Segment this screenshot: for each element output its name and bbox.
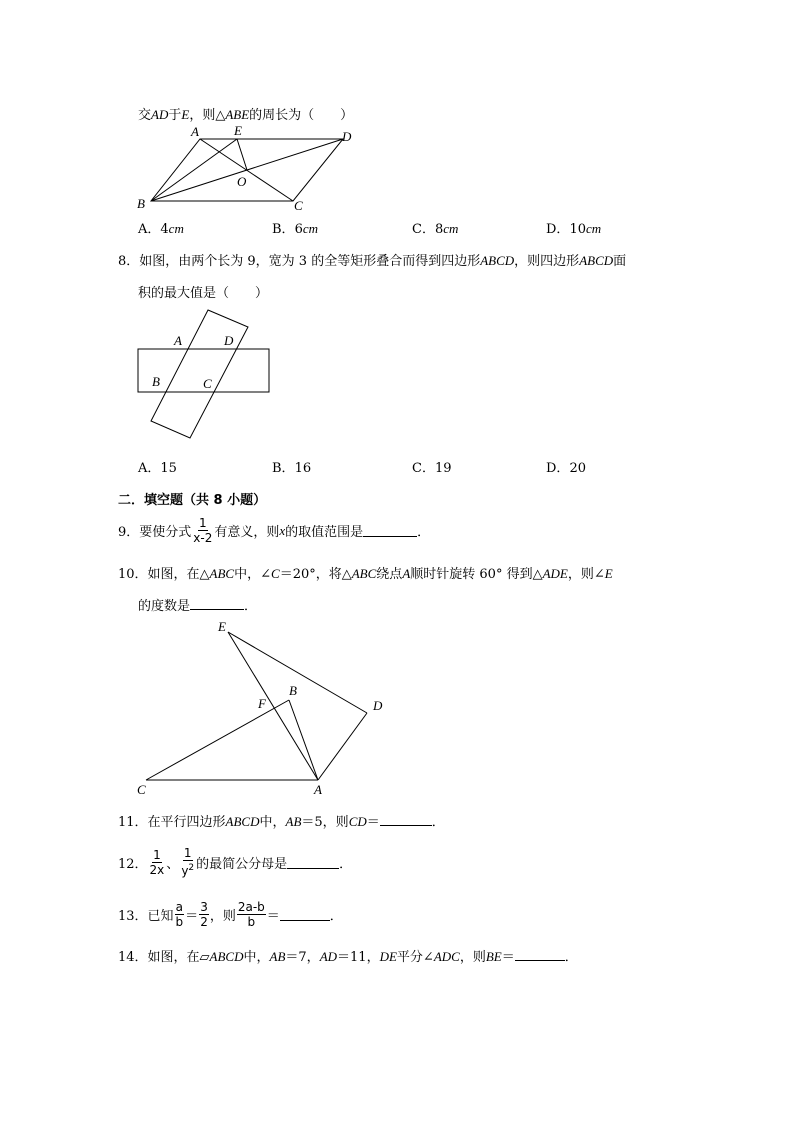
q7-label-d: D bbox=[342, 129, 352, 144]
q7-label-a: A bbox=[191, 124, 199, 139]
q11-text: ． bbox=[431, 815, 445, 830]
q13-fraction-1 bbox=[175, 900, 185, 929]
q9-stem bbox=[118, 516, 430, 545]
q10-label-b: B bbox=[289, 683, 297, 698]
q14-answer-blank[interactable] bbox=[515, 948, 565, 961]
q12-answer-blank[interactable] bbox=[287, 856, 339, 869]
q8-figure bbox=[132, 306, 278, 440]
fraction-numerator: 1 bbox=[199, 516, 207, 530]
q7-label-o: O bbox=[237, 174, 247, 189]
q7-segment-eo bbox=[237, 139, 247, 170]
q7-figure bbox=[130, 122, 370, 214]
fraction-denominator: 2 bbox=[200, 915, 208, 929]
option-unit: cm bbox=[302, 221, 319, 236]
q14-var: BE bbox=[485, 949, 502, 964]
q10-text: 顺时针旋转 60° 得到△ bbox=[410, 567, 543, 582]
q8-var: ABCD bbox=[480, 253, 515, 268]
option-letter: D． bbox=[546, 461, 570, 476]
section-heading: 二．填空题（共 8 小题） bbox=[118, 493, 267, 508]
q9-fraction bbox=[192, 516, 213, 545]
q10-segment-da bbox=[318, 713, 367, 780]
fraction-denominator: b bbox=[175, 915, 184, 929]
q10-label-a: A bbox=[314, 782, 322, 796]
option-letter: B． bbox=[272, 222, 295, 237]
fraction-numerator: 3 bbox=[200, 900, 208, 914]
q12-fraction-2 bbox=[180, 846, 195, 878]
q14-var: AB bbox=[269, 949, 286, 964]
q8-stem-line2 bbox=[138, 282, 268, 301]
q10-text: ＝20°，将△ bbox=[279, 567, 352, 582]
q13-text: 13．已知 bbox=[118, 909, 174, 924]
q10-segment-ea bbox=[228, 632, 318, 780]
q8-tilted-rectangle bbox=[151, 310, 248, 438]
q8-stem-line1 bbox=[118, 250, 626, 269]
q14-text: ，则 bbox=[459, 950, 486, 965]
q10-var: ABC bbox=[209, 566, 235, 581]
q7-var: AD bbox=[151, 107, 169, 122]
option-value: 10 bbox=[569, 222, 586, 237]
q9-text: ． bbox=[417, 525, 431, 540]
q10-text: 绕点 bbox=[376, 567, 403, 582]
q12-text: 的最简公分母是 bbox=[196, 856, 288, 872]
option-letter: D． bbox=[546, 222, 570, 237]
q11-answer-blank[interactable] bbox=[380, 813, 432, 826]
q8-var: ABCD bbox=[579, 253, 614, 268]
option-value: 15 bbox=[160, 461, 177, 476]
q7-option-c[interactable] bbox=[412, 218, 458, 237]
q14-text: ＝ bbox=[501, 950, 515, 965]
q7-label-c: C bbox=[294, 198, 303, 213]
q8-label-b: B bbox=[152, 374, 160, 389]
fraction-denominator: 2x bbox=[149, 862, 165, 877]
fraction-numerator: 1 bbox=[183, 846, 192, 860]
q8-text: ，则四边形 bbox=[514, 254, 580, 269]
fraction-denominator: x-2 bbox=[193, 531, 213, 545]
q14-text: 14．如图，在▱ bbox=[118, 950, 210, 965]
q14-text: ． bbox=[564, 950, 578, 965]
q7-option-d[interactable] bbox=[546, 218, 601, 237]
q8-label-d: D bbox=[224, 333, 234, 348]
q13-text: ，则 bbox=[209, 909, 236, 924]
q12-fraction-1 bbox=[149, 848, 166, 877]
q10-label-f: F bbox=[258, 696, 266, 711]
q13-fraction-2 bbox=[199, 900, 209, 929]
q11-var: ABCD bbox=[225, 814, 260, 829]
q8-option-d[interactable] bbox=[546, 457, 586, 476]
q7-option-b[interactable] bbox=[272, 218, 318, 237]
q10-var: C bbox=[271, 566, 280, 581]
q10-text: 10．如图，在△ bbox=[118, 567, 210, 582]
q9-text: 的取值范围是 bbox=[285, 525, 364, 540]
q8-option-b[interactable] bbox=[272, 457, 311, 476]
q10-label-e: E bbox=[218, 619, 226, 634]
option-unit: cm bbox=[168, 221, 184, 236]
option-letter: C． bbox=[412, 461, 435, 476]
option-value: 16 bbox=[294, 461, 312, 476]
q14-var: AD bbox=[319, 949, 338, 964]
q11-text: ＝ bbox=[366, 815, 380, 830]
q14-text: 中， bbox=[243, 950, 270, 965]
q14-var: ADC bbox=[433, 949, 460, 964]
q14-var: ABCD bbox=[209, 949, 244, 964]
denominator-exponent: 2 bbox=[188, 863, 195, 873]
q7-text: ，则△ bbox=[189, 108, 226, 123]
option-letter: B． bbox=[272, 461, 295, 476]
q10-answer-blank[interactable] bbox=[190, 597, 244, 610]
q7-text: 于 bbox=[168, 108, 182, 123]
q7-option-a[interactable] bbox=[138, 218, 184, 237]
q9-text: 9．要使分式 bbox=[118, 525, 192, 540]
q11-var: AB bbox=[285, 814, 302, 829]
q13-text: ． bbox=[329, 909, 343, 924]
q10-segment-cb bbox=[146, 700, 289, 780]
q12-stem bbox=[118, 846, 352, 878]
q10-var: E bbox=[604, 566, 613, 581]
fraction-numerator: 1 bbox=[153, 847, 161, 862]
fraction-denominator: b bbox=[247, 915, 256, 929]
q8-text: 8．如图，由两个长为 9，宽为 3 的全等矩形叠合而得到四边形 bbox=[118, 254, 481, 269]
q7-text: 的周长为（ ） bbox=[249, 108, 354, 123]
q13-text: ＝ bbox=[185, 909, 199, 924]
fraction-denominator bbox=[180, 861, 195, 878]
q12-text: 、 bbox=[166, 856, 180, 872]
option-unit: cm bbox=[443, 221, 459, 236]
q10-var: A bbox=[402, 566, 411, 581]
q10-text: ，则∠ bbox=[567, 567, 605, 582]
q12-text: ． bbox=[339, 856, 353, 872]
q13-stem bbox=[118, 900, 343, 929]
q10-figure bbox=[130, 616, 400, 796]
q7-stem bbox=[138, 104, 353, 123]
q8-label-c: C bbox=[203, 376, 212, 391]
q14-text: ＝7， bbox=[285, 950, 320, 965]
q7-label-e: E bbox=[234, 123, 242, 138]
q14-stem bbox=[118, 946, 578, 965]
q8-text: 面 bbox=[613, 254, 627, 269]
option-value: 19 bbox=[434, 461, 452, 476]
q13-fraction-3 bbox=[237, 900, 266, 929]
q10-text: ． bbox=[244, 599, 258, 614]
q9-answer-blank[interactable] bbox=[363, 524, 417, 537]
q10-label-d: D bbox=[373, 698, 383, 713]
q11-text: 11．在平行四边形 bbox=[118, 815, 226, 830]
q10-segment-ed bbox=[228, 632, 367, 713]
q14-var: DE bbox=[379, 949, 397, 964]
q11-stem bbox=[118, 811, 445, 830]
q11-var: CD bbox=[348, 814, 367, 829]
q7-text: 交 bbox=[138, 108, 152, 123]
q7-label-b: B bbox=[137, 196, 145, 211]
option-letter: A． bbox=[138, 222, 161, 237]
q7-var: ABE bbox=[225, 107, 250, 122]
q7-var: E bbox=[181, 107, 190, 122]
q9-text: 有意义，则 bbox=[214, 525, 280, 540]
option-unit: cm bbox=[585, 221, 602, 236]
q8-label-a: A bbox=[174, 333, 182, 348]
q10-var: ADE bbox=[542, 566, 568, 581]
q8-option-c[interactable] bbox=[412, 457, 452, 476]
q13-text: ＝ bbox=[266, 909, 280, 924]
q12-text: 12． bbox=[118, 856, 148, 872]
q10-text: 中，∠ bbox=[234, 567, 272, 582]
option-letter: A． bbox=[138, 461, 161, 476]
q10-stem-line1 bbox=[118, 563, 613, 582]
q13-answer-blank[interactable] bbox=[280, 908, 330, 921]
option-value: 20 bbox=[569, 461, 586, 476]
q10-label-c: C bbox=[137, 782, 146, 796]
fraction-numerator: 2a-b bbox=[237, 900, 265, 914]
q10-var: ABC bbox=[351, 566, 377, 581]
q9-var: x bbox=[279, 522, 286, 538]
q10-stem-line2 bbox=[138, 595, 257, 614]
option-value: 8 bbox=[434, 222, 444, 237]
denominator-base: y bbox=[181, 864, 189, 878]
q8-option-a[interactable] bbox=[138, 457, 177, 476]
q8-text: 积的最大值是（ ） bbox=[138, 286, 269, 301]
q14-text: ＝11， bbox=[337, 950, 380, 965]
option-value: 4 bbox=[160, 222, 169, 237]
q10-text: 的度数是 bbox=[138, 599, 191, 614]
q7-segment-be bbox=[151, 139, 237, 201]
q11-text: 中， bbox=[259, 815, 286, 830]
q11-text: ＝5，则 bbox=[301, 815, 349, 830]
option-letter: C． bbox=[412, 222, 435, 237]
q14-text: 平分∠ bbox=[396, 950, 434, 965]
fraction-numerator: a bbox=[175, 900, 184, 914]
option-value: 6 bbox=[294, 222, 303, 237]
